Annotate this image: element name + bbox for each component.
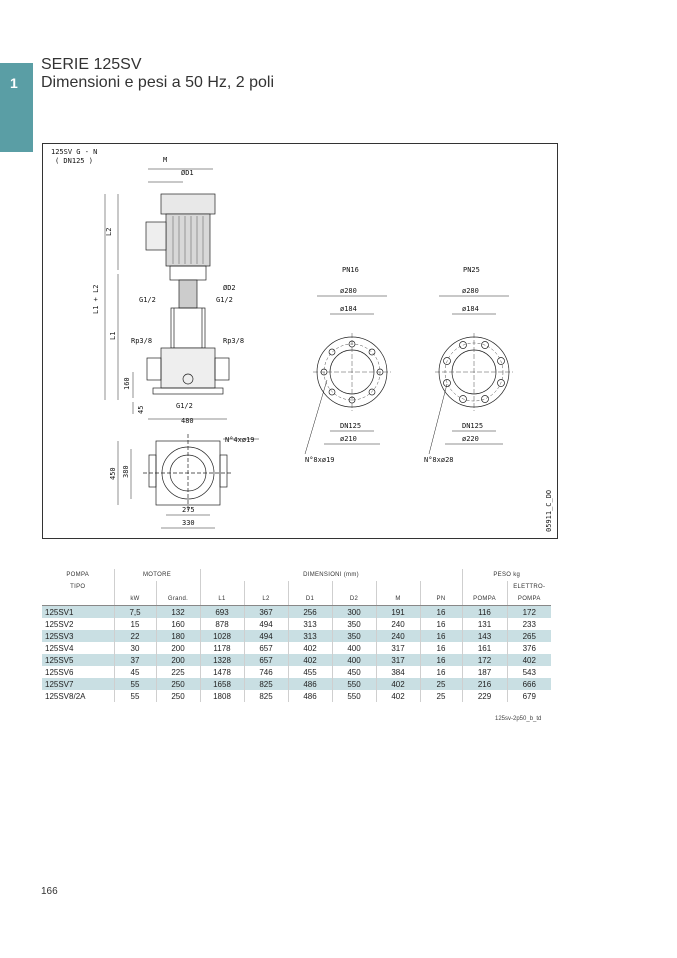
table-cell: 450 (332, 666, 376, 678)
label-g12-right: G1/2 (216, 296, 233, 304)
table-cell: 125SV5 (42, 654, 114, 666)
table-cell: 7,5 (114, 606, 156, 619)
table-cell: 657 (244, 654, 288, 666)
col-header: D2 (332, 593, 376, 606)
pn25-d184: ø184 (462, 305, 479, 313)
dim-480: 480 (181, 417, 194, 425)
table-cell: 313 (288, 630, 332, 642)
table-cell: 1658 (200, 678, 244, 690)
table-cell: 825 (244, 690, 288, 702)
table-cell: 666 (507, 678, 551, 690)
drawing-svg (43, 144, 557, 538)
dimensions-table (42, 569, 551, 702)
table-cell: 240 (376, 630, 420, 642)
table-row (42, 618, 551, 630)
dn-label: ( DN125 ) (55, 157, 93, 165)
chapter-number: 1 (10, 75, 18, 91)
dim-45: 45 (137, 405, 145, 414)
table-cell: 191 (376, 606, 420, 619)
pn16-d184: ø184 (340, 305, 357, 313)
table-cell: 30 (114, 642, 156, 654)
col-header: M (376, 593, 420, 606)
pn25-holes: N°8xø28 (424, 456, 454, 464)
col-header: POMPA (462, 593, 507, 606)
table-cell: 256 (288, 606, 332, 619)
dim-d2: ØD2 (223, 284, 236, 292)
label-g12-left: G1/2 (139, 296, 156, 304)
table-row (42, 654, 551, 666)
table-cell: 37 (114, 654, 156, 666)
table-cell: 1808 (200, 690, 244, 702)
table-cell: 15 (114, 618, 156, 630)
table-cell: 402 (376, 678, 420, 690)
table-cell: 131 (462, 618, 507, 630)
table-cell: 825 (244, 678, 288, 690)
page-title: SERIE 125SV (41, 56, 142, 73)
table-cell: 125SV3 (42, 630, 114, 642)
dim-330: 330 (182, 519, 195, 527)
table-cell: 402 (507, 654, 551, 666)
dim-275: 275 (182, 506, 195, 514)
col-header (42, 593, 114, 606)
pump-front-view (146, 194, 229, 394)
table-cell: 350 (332, 618, 376, 630)
table-cell: 1028 (200, 630, 244, 642)
header-dimensioni: DIMENSIONI (mm) (200, 569, 462, 581)
label-rp-right: Rp3/8 (223, 337, 245, 345)
pump-top-view (143, 434, 233, 512)
table-cell: 693 (200, 606, 244, 619)
table-cell: 494 (244, 618, 288, 630)
pn25-d280: ø280 (462, 287, 479, 295)
table-cell: 384 (376, 666, 420, 678)
table-cell: 250 (156, 690, 200, 702)
table-row (42, 606, 551, 619)
col-header: kW (114, 593, 156, 606)
table-cell: 55 (114, 690, 156, 702)
table-row (42, 666, 551, 678)
col-header: L2 (244, 593, 288, 606)
table-cell: 1178 (200, 642, 244, 654)
table-cell: 161 (462, 642, 507, 654)
table-cell: 233 (507, 618, 551, 630)
table-cell: 402 (288, 654, 332, 666)
table-cell: 550 (332, 690, 376, 702)
table-cell: 313 (288, 618, 332, 630)
table-cell: 25 (420, 690, 462, 702)
table-cell: 16 (420, 618, 462, 630)
col-header: D1 (288, 593, 332, 606)
table-cell: 543 (507, 666, 551, 678)
pn16-d280: ø280 (340, 287, 357, 295)
table-cell: 143 (462, 630, 507, 642)
table-cell: 376 (507, 642, 551, 654)
dim-l2: L2 (105, 227, 113, 236)
col-header: POMPA (507, 593, 551, 606)
label-g12-bottom: G1/2 (176, 402, 193, 410)
table-cell: 172 (507, 606, 551, 619)
chapter-tab (0, 63, 33, 152)
table-code: 125sv-2p50_b_td (495, 716, 542, 722)
table-cell: 550 (332, 678, 376, 690)
dim-m: M (163, 156, 168, 164)
flange-pn16 (305, 266, 391, 464)
flange-pn25 (424, 266, 513, 464)
table-cell: 125SV1 (42, 606, 114, 619)
table-cell: 172 (462, 654, 507, 666)
col-header: Grand. (156, 593, 200, 606)
table-cell: 400 (332, 654, 376, 666)
table-cell: 1478 (200, 666, 244, 678)
pn16-title: PN16 (342, 266, 359, 274)
table-cell: 350 (332, 630, 376, 642)
table-cell: 679 (507, 690, 551, 702)
technical-drawing (42, 143, 558, 539)
header-peso: PESO kg (462, 569, 551, 581)
table-cell: 132 (156, 606, 200, 619)
pn25-dn: DN125 (462, 422, 484, 430)
label-holes-4x19: N°4xø19 (225, 436, 255, 444)
table-cell: 746 (244, 666, 288, 678)
table-cell: 486 (288, 690, 332, 702)
header-tipo: TIPO (70, 584, 86, 590)
pn16-dn: DN125 (340, 422, 362, 430)
pn16-holes: N°8xø19 (305, 456, 335, 464)
col-header: L1 (200, 593, 244, 606)
dim-450: 450 (109, 467, 117, 480)
table-cell: 878 (200, 618, 244, 630)
table-cell: 16 (420, 630, 462, 642)
dim-380: 380 (122, 465, 130, 478)
table-cell: 317 (376, 642, 420, 654)
pn25-d220: ø220 (462, 435, 479, 443)
table-cell: 16 (420, 642, 462, 654)
table-cell: 402 (288, 642, 332, 654)
table-cell: 16 (420, 666, 462, 678)
table-cell: 402 (376, 690, 420, 702)
table-cell: 250 (156, 678, 200, 690)
table-cell: 125SV6 (45, 667, 74, 677)
header-motore: MOTORE (114, 569, 200, 581)
table-body (42, 606, 551, 703)
table-cell: 55 (114, 678, 156, 690)
table-cell: 125SV7 (42, 678, 114, 690)
table-cell: 187 (462, 666, 507, 678)
table-cell: 367 (244, 606, 288, 619)
table-cell: 240 (376, 618, 420, 630)
table-cell: 300 (332, 606, 376, 619)
table-cell: 125SV2 (45, 619, 74, 629)
table-cell: 200 (156, 654, 200, 666)
table-cell: 229 (462, 690, 507, 702)
table-cell: 317 (376, 654, 420, 666)
table-cell: 16 (420, 654, 462, 666)
table-row (42, 630, 551, 642)
table-cell: 160 (156, 618, 200, 630)
table-row (42, 642, 551, 654)
table-cell: 200 (156, 642, 200, 654)
model-label: 125SV G - N (51, 148, 98, 156)
table-row (42, 690, 551, 702)
dim-d1: ØD1 (181, 169, 194, 177)
page-number: 166 (41, 886, 58, 897)
table-cell: 486 (288, 678, 332, 690)
header-pompa: POMPA (66, 572, 90, 578)
table-cell: 116 (462, 606, 507, 619)
pn16-d210: ø210 (340, 435, 357, 443)
dim-l1: L1 (109, 331, 117, 340)
table-cell: 45 (114, 666, 156, 678)
page-subtitle: Dimensioni e pesi a 50 Hz, 2 poli (41, 74, 275, 91)
dim-160: 160 (123, 377, 131, 390)
table-cell: 225 (156, 666, 200, 678)
label-rp-left: Rp3/8 (131, 337, 153, 345)
header-elettro: ELETTRO- (507, 581, 551, 593)
table-cell: 125SV8/2A (45, 691, 86, 701)
dim-l1-l2: L1 + L2 (92, 284, 100, 314)
table-cell: 22 (114, 630, 156, 642)
table-cell: 455 (288, 666, 332, 678)
col-header: PN (420, 593, 462, 606)
table-row (42, 678, 551, 690)
table-cell: 1328 (200, 654, 244, 666)
table-cell: 180 (156, 630, 200, 642)
pn25-title: PN25 (463, 266, 480, 274)
table-cell: 216 (462, 678, 507, 690)
drawing-code: 05911_C_DO (545, 489, 553, 532)
table-cell: 25 (420, 678, 462, 690)
table-cell: 125SV4 (45, 643, 74, 653)
table-cell: 265 (507, 630, 551, 642)
table-cell: 494 (244, 630, 288, 642)
table-cell: 657 (244, 642, 288, 654)
table-cell: 400 (332, 642, 376, 654)
table-cell: 16 (420, 606, 462, 619)
